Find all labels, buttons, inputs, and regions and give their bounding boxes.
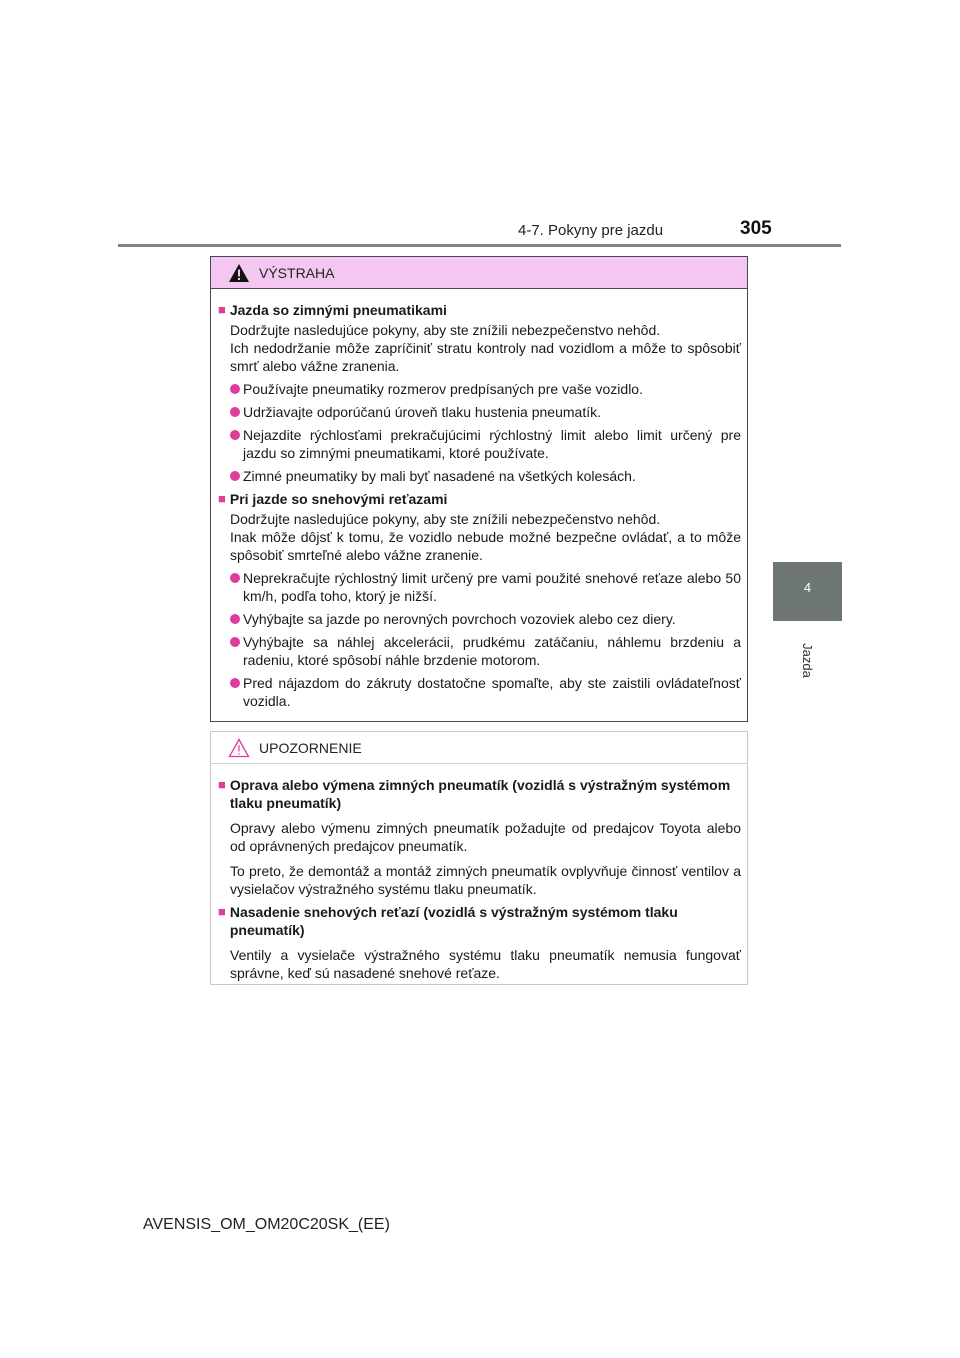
list-item xyxy=(230,426,741,462)
warning-section-title xyxy=(218,301,741,319)
chapter-tab: 4 xyxy=(773,562,842,621)
list-item-text: Pred nájazdom do zákruty dostatočne spomaľte, aby ste zaistili ovládateľnosť vozidla. xyxy=(243,675,741,709)
square-bullet-icon: ■ xyxy=(218,491,226,506)
dot-bullet-icon xyxy=(230,384,240,394)
dot-bullet-icon xyxy=(230,678,240,688)
caution-section-title-text: Nasadenie snehových reťazí (vozidlá s výstražným systémom tlaku pneumatík) xyxy=(229,904,678,938)
warning-section-title-text: Jazda so zimnými pneumatikami xyxy=(229,302,447,318)
caution-title: UPOZORNENIE xyxy=(259,739,362,756)
list-item xyxy=(230,380,741,398)
list-item-text: Neprekračujte rýchlostný limit určený pre vami použité snehové reťaze alebo 50 km/h, podľa toho, ktorý je nižší. xyxy=(243,570,741,604)
warning-box xyxy=(210,256,748,722)
list-item-text: Zimné pneumatiky by mali byť nasadené na všetkých kolesách. xyxy=(243,468,636,484)
caution-triangle-outline-icon xyxy=(228,738,250,758)
caution-paragraph: To preto, že demontáž a montáž zimných pneumatík ovplyvňuje činnosť ventilov a vysielačov výstražného systému tlaku pneumatík. xyxy=(230,863,741,897)
list-item-text: Používajte pneumatiky rozmerov predpísaných pre vaše vozidlo. xyxy=(243,381,643,397)
list-item-text: Nejazdite rýchlosťami prekračujúcimi rýchlostný limit alebo limit určený pre jazdu so zimnými pneumatikami, ktoré používate. xyxy=(243,427,741,461)
warning-section-title-text: Pri jazde so snehovými reťazami xyxy=(229,491,448,507)
warning-section-title xyxy=(218,490,741,508)
list-item-text: Udržiavajte odporúčanú úroveň tlaku hustenia pneumatík. xyxy=(243,404,601,420)
warning-triangle-filled-icon xyxy=(228,263,250,283)
caution-section-title xyxy=(218,903,741,939)
warning-title: VÝSTRAHA xyxy=(259,264,335,281)
square-bullet-icon: ■ xyxy=(218,777,226,792)
list-item xyxy=(230,569,741,605)
warning-body xyxy=(211,289,747,710)
dot-bullet-icon xyxy=(230,637,240,647)
caution-paragraph: Ventily a vysielače výstražného systému tlaku pneumatík nemusia fungovať správne, keď sú nasadené snehové reťaze. xyxy=(230,947,741,981)
list-item-text: Vyhýbajte sa jazde po nerovných povrchoch vozoviek alebo cez diery. xyxy=(243,611,676,627)
list-item xyxy=(230,633,741,669)
chapter-label xyxy=(782,640,832,680)
dot-bullet-icon xyxy=(230,407,240,417)
caution-paragraph: Opravy alebo výmenu zimných pneumatík požadujte od predajcov Toyota alebo od oprávnených predajcov pneumatík. xyxy=(230,820,741,854)
caution-header xyxy=(211,732,747,764)
caution-body xyxy=(211,764,747,982)
list-item xyxy=(230,467,741,485)
document-code: AVENSIS_OM_OM20C20SK_(EE) xyxy=(143,1216,390,1233)
list-item xyxy=(230,610,741,628)
dot-bullet-icon xyxy=(230,573,240,583)
square-bullet-icon: ■ xyxy=(218,302,226,317)
warning-intro-text: Inak môže dôjsť k tomu, že vozidlo nebude možné bezpečne ovládať, a to môže spôsobiť smrteľné alebo vážne zranenie. xyxy=(230,529,741,563)
page-number: 305 xyxy=(740,218,772,239)
caution-section-title-text: Oprava alebo výmena zimných pneumatík (vozidlá s výstražným systémom tlaku pneumatík) xyxy=(229,777,731,811)
warning-intro-text: Ich nedodržanie môže zapríčiniť stratu kontroly nad vozidlom a môže to spôsobiť smrť alebo vážne zranenia. xyxy=(230,340,741,374)
warning-intro-text: Dodržujte nasledujúce pokyny, aby ste znížili nebezpečenstvo nehôd. xyxy=(230,322,661,338)
dot-bullet-icon xyxy=(230,430,240,440)
header-divider xyxy=(118,244,841,247)
dot-bullet-icon xyxy=(230,471,240,481)
list-item xyxy=(230,403,741,421)
running-header-section: 4-7. Pokyny pre jazdu xyxy=(518,222,664,239)
warning-intro-text: Dodržujte nasledujúce pokyny, aby ste znížili nebezpečenstvo nehôd. xyxy=(230,511,661,527)
warning-header xyxy=(211,257,747,289)
caution-section-title xyxy=(218,776,741,812)
caution-box xyxy=(210,731,748,985)
dot-bullet-icon xyxy=(230,614,240,624)
list-item xyxy=(230,674,741,710)
square-bullet-icon: ■ xyxy=(218,904,226,919)
list-item-text: Vyhýbajte sa náhlej akcelerácii, prudkému zatáčaniu, náhlemu brzdeniu a radeniu, ktoré spôsobí náhle brzdenie motorom. xyxy=(243,634,741,668)
chapter-label-text: Jazda xyxy=(799,642,815,678)
